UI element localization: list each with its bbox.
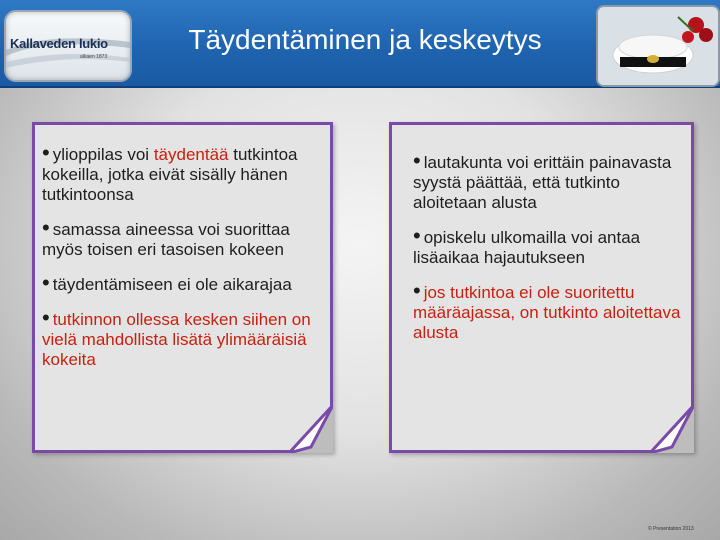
list-item bbox=[42, 305, 324, 370]
slide-title: Täydentäminen ja keskeytys bbox=[188, 24, 542, 55]
left-bullet-list bbox=[42, 140, 324, 385]
title-bar bbox=[0, 0, 720, 88]
bullet-icon: • bbox=[42, 140, 50, 165]
student-cap-and-roses-icon bbox=[598, 7, 718, 85]
list-item bbox=[42, 215, 324, 260]
copyright-text: © Presentation 2013 bbox=[648, 526, 694, 532]
bullet-highlight: tutkinnon ollessa kesken siihen on vielä mahdollista lisätä ylimääräisiä kokeita bbox=[42, 310, 311, 369]
left-panel bbox=[32, 122, 333, 453]
bullet-icon: • bbox=[413, 223, 421, 248]
list-item bbox=[42, 270, 324, 295]
right-panel bbox=[389, 122, 694, 453]
page-curl-icon bbox=[289, 405, 333, 453]
page-curl-icon bbox=[650, 405, 694, 453]
bullet-text: lautakunta voi erittäin painavasta syystä päättää, että tutkinto aloitetaan alusta bbox=[413, 153, 672, 212]
school-logo bbox=[4, 10, 132, 82]
bullet-text: samassa aineessa voi suorittaa myös toisen eri tasoisen kokeen bbox=[42, 220, 290, 259]
bullet-text: ylioppilas voi bbox=[52, 145, 154, 164]
bullet-icon: • bbox=[413, 278, 421, 303]
list-item bbox=[42, 140, 324, 205]
bullet-icon: • bbox=[413, 148, 421, 173]
list-item bbox=[413, 148, 685, 213]
bullet-icon: • bbox=[42, 305, 50, 330]
bullet-text: tutkintoa kokeilla, jotka eivät sisälly hänen tutkintoonsa bbox=[42, 145, 298, 204]
logo-subtext: alkaen 1873 bbox=[80, 54, 108, 60]
bullet-text: täydentämiseen ei ole aikarajaa bbox=[52, 275, 292, 294]
list-item bbox=[413, 278, 685, 343]
bullet-icon: • bbox=[42, 270, 50, 295]
list-item bbox=[413, 223, 685, 268]
bullet-text: opiskelu ulkomailla voi antaa lisäaikaa hajautukseen bbox=[413, 228, 641, 267]
bullet-icon: • bbox=[42, 215, 50, 240]
bullet-highlight: jos tutkintoa ei ole suoritettu määräajassa, on tutkinto aloitettava alusta bbox=[413, 283, 681, 342]
logo-text: Kallaveden lukio bbox=[10, 36, 108, 51]
right-bullet-list bbox=[413, 148, 685, 358]
bullet-highlight: täydentää bbox=[153, 145, 229, 164]
student-cap-photo bbox=[596, 5, 720, 87]
